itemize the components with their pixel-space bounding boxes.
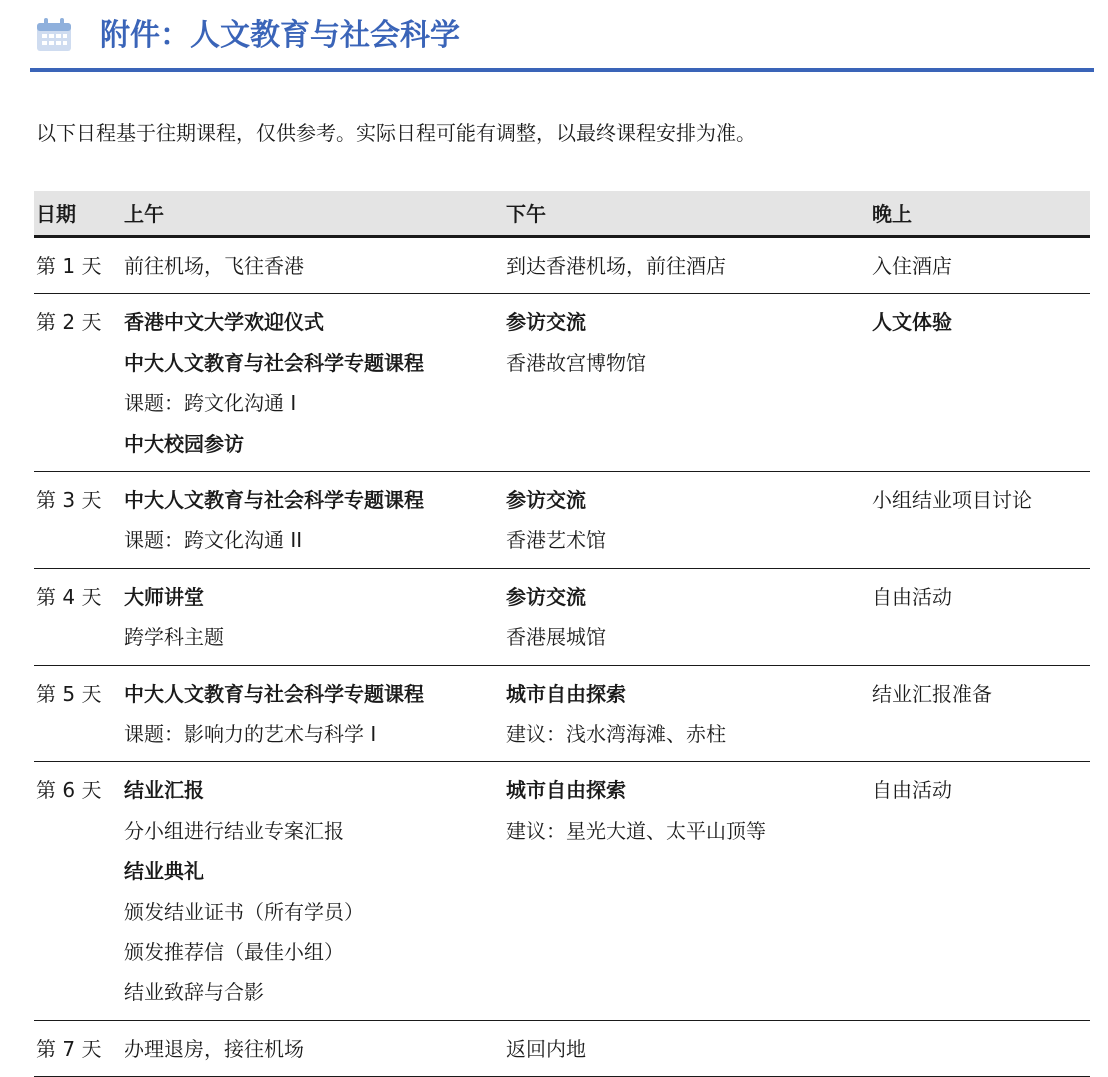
table-body: [34, 238, 1090, 1077]
evening-cell: [872, 480, 1032, 520]
morning-activity: 前往机场，飞往香港: [124, 254, 304, 278]
evening-activity: 结业汇报准备: [872, 681, 992, 706]
afternoon-cell: [506, 246, 726, 286]
morning-activity: 香港中文大学欢迎仪式: [124, 310, 324, 335]
morning-activity: 分小组进行结业专案汇报: [124, 818, 344, 843]
day-cell: [36, 246, 101, 286]
morning-activity: 大师讲堂: [124, 584, 204, 609]
morning-cell: [124, 480, 424, 561]
day-label: 第 6 天: [36, 778, 102, 803]
morning-activity: 中大校园参访: [124, 431, 244, 456]
evening-cell: [872, 246, 952, 286]
evening-cell: [872, 770, 952, 810]
morning-activity: 课题：跨文化沟通 II: [124, 528, 303, 553]
evening-activity: 自由活动: [872, 778, 952, 803]
afternoon-activity: 香港艺术馆: [506, 528, 606, 553]
afternoon-activity: 香港展城馆: [506, 625, 606, 650]
morning-activity: 中大人文教育与社会科学专题课程: [124, 681, 424, 706]
morning-cell: [124, 302, 424, 464]
morning-activity: 结业汇报: [124, 778, 204, 803]
afternoon-activity: 建议：星光大道、太平山顶等: [506, 818, 766, 843]
table-row: [34, 294, 1090, 472]
column-header-evening: 晚上: [872, 202, 912, 226]
afternoon-activity: 参访交流: [506, 310, 586, 335]
table-row: [34, 238, 1090, 294]
evening-activity: 小组结业项目讨论: [872, 487, 1032, 512]
morning-activity: 课题：跨文化沟通 I: [124, 391, 297, 416]
evening-cell: [872, 577, 952, 617]
afternoon-activity: 到达香港机场，前往酒店: [506, 254, 726, 278]
day-cell: [36, 302, 101, 342]
morning-cell: [124, 246, 304, 286]
afternoon-activity: 建议：浅水湾海滩、赤柱: [506, 721, 726, 746]
intro-text: 以下日程基于往期课程，仅供参考。实际日程可能有调整，以最终课程安排为准。: [36, 121, 756, 145]
table-row: [34, 472, 1090, 569]
afternoon-cell: [506, 577, 606, 658]
page-title: 附件：人文教育与社会科学: [100, 18, 460, 53]
morning-activity: 中大人文教育与社会科学专题课程: [124, 350, 424, 375]
morning-activity: 结业典礼: [124, 859, 204, 884]
table-row: [34, 1021, 1090, 1077]
morning-cell: [124, 770, 364, 1012]
afternoon-cell: [506, 1029, 586, 1069]
morning-activity: 办理退房，接往机场: [124, 1036, 304, 1061]
morning-cell: [124, 1029, 304, 1069]
morning-activity: 中大人文教育与社会科学专题课程: [124, 487, 424, 512]
afternoon-activity: 香港故宫博物馆: [506, 350, 646, 375]
morning-cell: [124, 674, 424, 755]
column-header-afternoon: 下午: [506, 202, 546, 226]
evening-activity: 自由活动: [872, 584, 952, 609]
afternoon-activity: 城市自由探索: [506, 681, 626, 706]
table-row: [34, 762, 1090, 1020]
morning-activity: 颁发结业证书（所有学员）: [124, 899, 364, 924]
column-header-date: 日期: [36, 202, 76, 226]
morning-activity: 颁发推荐信（最佳小组）: [124, 940, 344, 964]
column-header-morning: 上午: [124, 202, 164, 226]
afternoon-cell: [506, 302, 646, 383]
day-label: 第 4 天: [36, 584, 102, 609]
afternoon-cell: [506, 674, 726, 755]
day-cell: [36, 480, 101, 520]
schedule-table: [34, 191, 1090, 1077]
afternoon-activity: 参访交流: [506, 487, 586, 512]
evening-activity: 人文体验: [872, 310, 952, 335]
day-cell: [36, 577, 101, 617]
afternoon-cell: [506, 480, 606, 561]
morning-cell: [124, 577, 224, 658]
day-cell: [36, 1029, 101, 1069]
table-row: [34, 569, 1090, 666]
table-row: [34, 666, 1090, 763]
day-label: 第 1 天: [36, 254, 102, 278]
day-cell: [36, 770, 101, 810]
afternoon-activity: 返回内地: [506, 1036, 586, 1061]
evening-cell: [872, 302, 952, 342]
day-label: 第 7 天: [36, 1036, 102, 1061]
morning-activity: 课题：影响力的艺术与科学 I: [124, 721, 377, 746]
afternoon-activity: 城市自由探索: [506, 778, 626, 803]
table-header: [34, 191, 1090, 238]
day-label: 第 3 天: [36, 487, 102, 512]
day-label: 第 5 天: [36, 681, 102, 706]
morning-activity: 结业致辞与合影: [124, 980, 264, 1005]
afternoon-activity: 参访交流: [506, 584, 586, 609]
section-header: [30, 0, 1094, 72]
day-label: 第 2 天: [36, 310, 102, 335]
evening-activity: 入住酒店: [872, 254, 952, 278]
afternoon-cell: [506, 770, 766, 851]
evening-cell: [872, 674, 992, 714]
day-cell: [36, 674, 101, 714]
calendar-icon: [36, 17, 72, 53]
morning-activity: 跨学科主题: [124, 625, 224, 650]
